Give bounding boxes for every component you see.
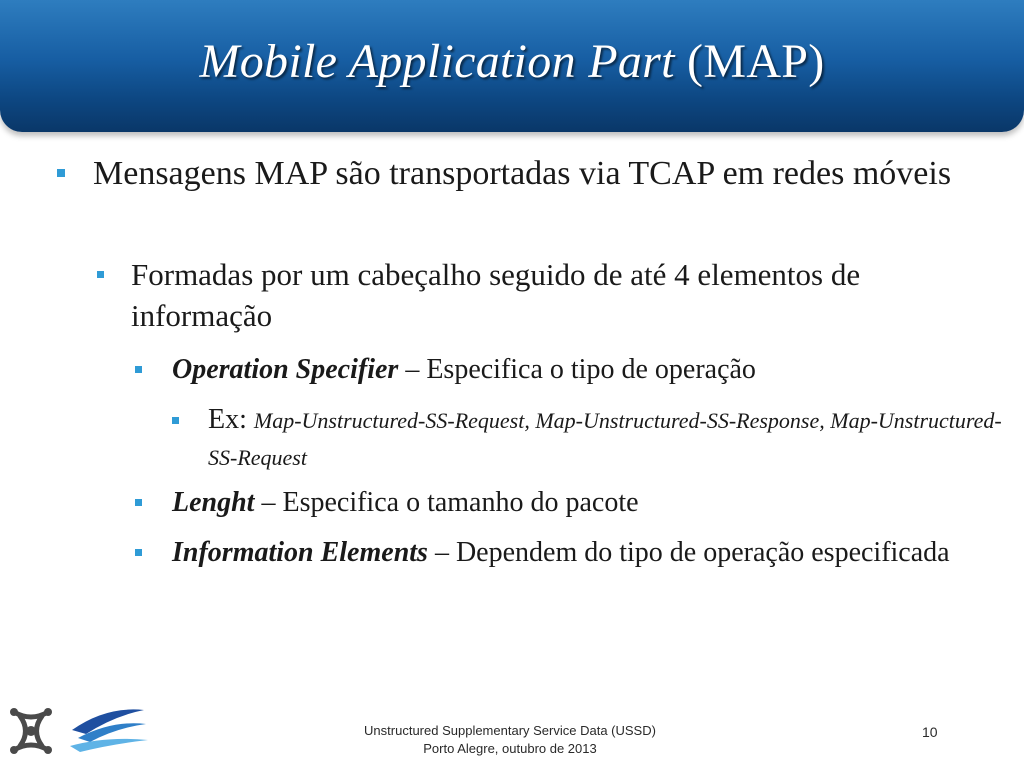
footer-title: Unstructured Supplementary Service Data (USSD) — [364, 723, 656, 738]
bullet-square-icon — [135, 366, 142, 373]
page-number: 10 — [922, 724, 938, 740]
bullet-text: Mensagens MAP são transportadas via TCAP em redes móveis — [93, 155, 952, 192]
bullet-square-icon — [57, 169, 65, 177]
bullet-prefix: Ex: — [208, 404, 254, 435]
bullet-text: – Especifica o tamanho do pacote — [254, 487, 639, 518]
bullet-square-icon — [135, 549, 142, 556]
bullet-term: Operation Specifier — [172, 354, 399, 385]
title-italic-part: Mobile Application Part — [199, 35, 675, 88]
bullet-level3-lenght — [172, 484, 972, 522]
bullet-term: Lenght — [172, 487, 255, 518]
bullet-level1 — [93, 152, 973, 196]
bullet-level2 — [131, 254, 911, 336]
bullet-text: – Especifica o tipo de operação — [398, 354, 756, 385]
title-plain-part: (MAP) — [674, 35, 825, 88]
bullet-text: Formadas por um cabeçalho seguido de até 4 elementos de informação — [131, 257, 861, 333]
bullet-text: Map-Unstructured-SS-Request, Map-Unstructured-SS-Response, Map-Unstructured-SS-Request — [208, 408, 1002, 470]
bullet-term: Information Elements — [172, 537, 428, 568]
bullet-text: – Dependem do tipo de operação especificada — [427, 537, 950, 568]
network-logo-icon — [6, 702, 56, 760]
bullet-square-icon — [172, 417, 179, 424]
bullet-square-icon — [135, 499, 142, 506]
university-logo-icon — [66, 700, 150, 758]
footer — [300, 722, 720, 758]
slide-title — [0, 34, 1024, 90]
footer-location-date: Porto Alegre, outubro de 2013 — [423, 741, 597, 756]
bullet-level3-operation-specifier — [172, 351, 972, 389]
bullet-level3-information-elements — [172, 534, 972, 572]
bullet-level4-example — [208, 402, 1008, 476]
bullet-square-icon — [97, 271, 104, 278]
title-bar — [0, 0, 1024, 132]
